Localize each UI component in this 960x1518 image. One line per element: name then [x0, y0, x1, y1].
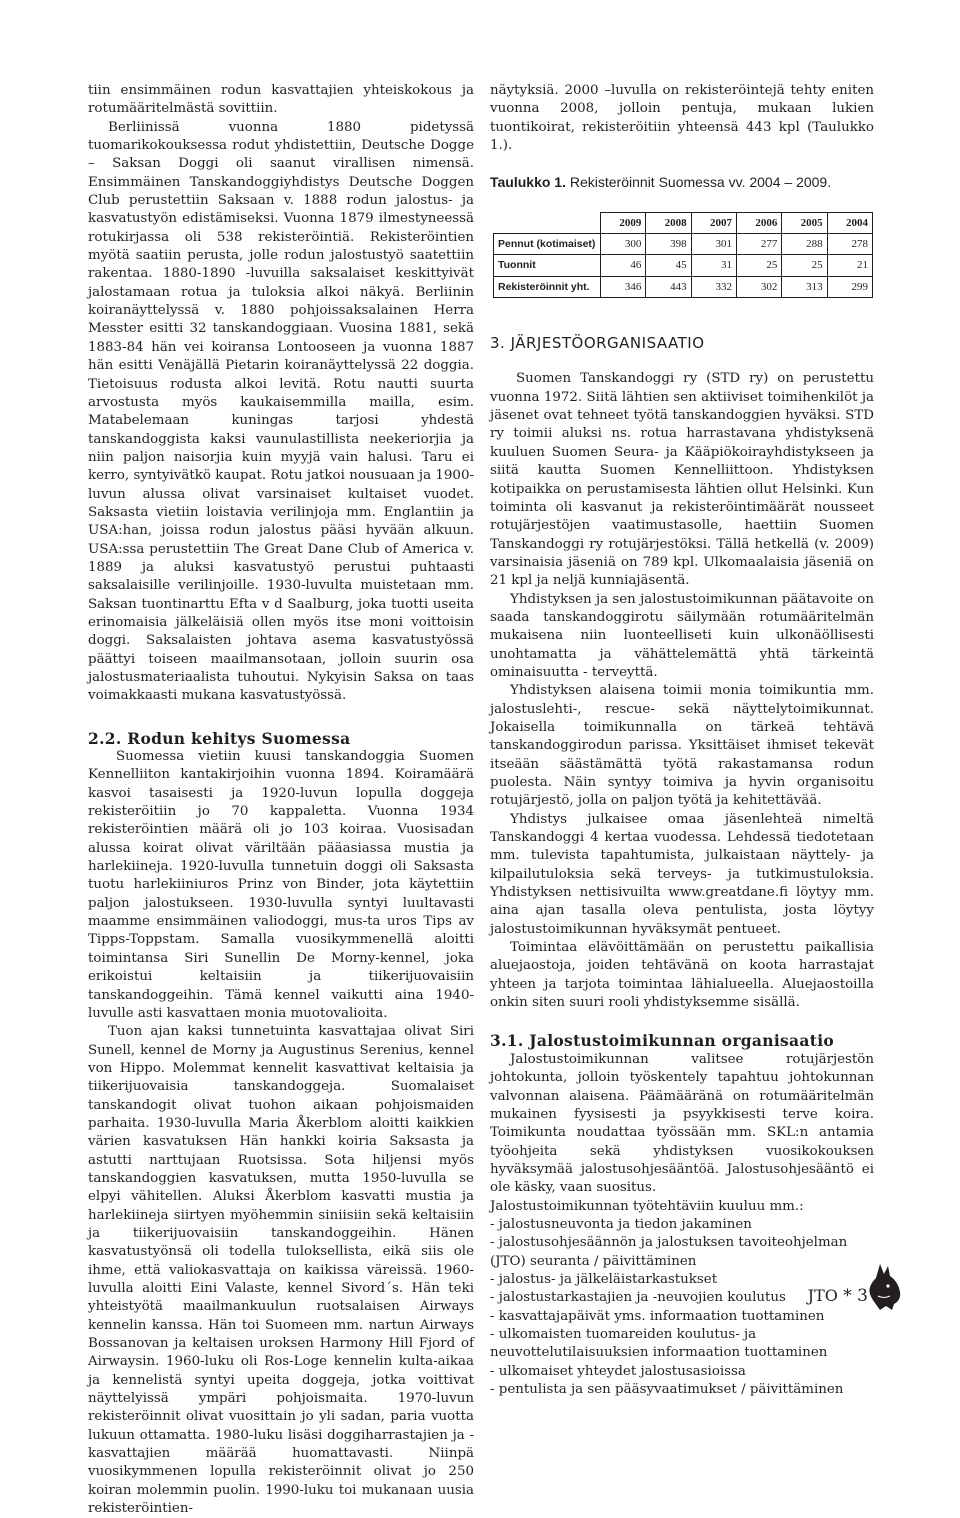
table-row — [494, 234, 873, 255]
table-year-cell: 2008 — [646, 212, 691, 233]
right-paragraph-4: Yhdistyksen alaisena toimii monia toimikuntia mm. jalostuslehti-, rescue- sekä näyttelytoimikunnat. Jokaisella toimikunnalla on tärkeä tehtävä tanskandoggirodun parissa. Yksittäiset ihmiset tekevät itseään säästämättä työtä rakastamansa rodun puolesta. Näin syntyy toimiva ja hyvin organisoitu rotujärjestö, jolla on paljon työtä ja kehitettävää. — [490, 683, 874, 809]
page-number: 3 — [857, 1286, 868, 1306]
footer-separator: * — [837, 1286, 858, 1306]
list-item: - pentulista ja sen pääsyvaatimukset / päivittäminen — [490, 1382, 844, 1397]
list-item: - jalostusneuvonta ja tiedon jakaminen — [490, 1216, 752, 1232]
spacer — [490, 352, 874, 370]
spacer — [490, 1012, 874, 1032]
registrations-table — [493, 212, 873, 298]
spacer — [490, 192, 874, 212]
table-row-label: Tuonnit — [494, 255, 601, 276]
spacer — [490, 155, 874, 173]
list-item: - ulkomaisten tuomareiden koulutus- ja neuvottelutilaisuuksien informaation tuottaminen — [490, 1326, 828, 1361]
right-paragraph-1: näytyksiä. 2000 –luvulla on rekisteröintejä tehty eniten vuonna 2008, jolloin pentuja, mukaan lukien tuontikoirat, rekisteröitiin yhteensä 443 kpl (Taulukko 1.). — [490, 83, 874, 154]
table-cell: 46 — [601, 255, 646, 276]
table-cell: 277 — [736, 234, 781, 255]
spacer — [88, 706, 474, 730]
table-cell: 288 — [782, 234, 827, 255]
section-title-2-2: 2.2. Rodun kehitys Suomessa — [88, 728, 351, 748]
list-item: - jalostustarkastajien ja -neuvojien koulutus — [490, 1290, 786, 1306]
table-cell: 25 — [736, 255, 781, 276]
table-year-cell: 2009 — [601, 212, 646, 233]
table-year-cell: 2007 — [691, 212, 736, 233]
table-cell: 299 — [827, 276, 872, 297]
page-footer — [782, 1262, 902, 1312]
left-paragraph-2: Berliinissä vuonna 1880 pidetyssä tuomarikokouksessa rodut yhdistettiin, Deutsche Dogge – Saksan Doggi oli saanut virallisen nimensä. Ensimmäinen Tanskandoggiyhdistys Deutsche Doggen Club perustettiin Saksaan v. 1888 rodun jalostus- ja kasvatustyön edistämiseksi. Vuonna 1879 ilmestyneessä rotukirjassa oli 538 rekisteröintiä. Rekisteröintien myötä saatiin perusta, jolle rodun jalostustyö saatettiin rakentaa. 1880-1890 -luvuilla saksalaiset keskittyivät jalostamaan rotua ja tuloksia alkoi näkyä. Berliinin koiranäyttelyssä v. 1880 pohjoissaksalainen Herra Messter esitti 32 tanskandoggiaan. Vuosina 1881, sekä 1883-84 hän vei koiransa Lontooseen ja vuonna 1887 hän esitti Venäjällä Pietarin koiranäyttelyssä 22 doggia. Tietoisuus rodusta alkoi levitä. Rotu nautti suurta arvostusta myös kaukaisemmilla mailla, esim. Matabelemaan kuningas tarjosi yhdestä tanskandoggista kaksi vaunulastillista neekeriorjia ja niin paljon naisorjia kuin myyjä vain halusi. Taru ei kerro, syntyivätkö kaupat. Rotu jatkoi nousuaan ja 1900-luvun alussa olivat varsinaiset kultaiset vuodet. Saksasta vietiin loistavia verilinjoja mm. Englantiin ja USA:han, joissa rodun jalostus pääsi hyvään alkuun. USA:ssa perustettiin The Great Dane Club of America v. 1889 ja aluksi kasvatustyö perustui puhtaasti saksalaisille verilinjoille. 1930-luvulta muistetaan mm. Saksan tuontinarttu Efta v d Saalburg, joka tuotti useita erinomaisia jälkeläisiä ollen myös itse moni voittoisin doggi. Saksalaisten johtava asema kasvatustyössä päättyi toiseen maailmansotaan, jolloin suurin osa jalostusmateriaalista tuhoutui. Nykyisin Saksa on taas voimakkaasti mukana kasvatustyössä. — [88, 119, 474, 704]
table-year-cell: 2006 — [736, 212, 781, 233]
table-caption — [490, 173, 874, 191]
table-row — [494, 255, 873, 276]
table-row-label: Pennut (kotimaiset) — [494, 234, 601, 255]
left-paragraph-3: Suomessa vietiin kuusi tanskandoggia Suomen Kennelliiton kantakirjoihin vuonna 1894. Koiramäärä kasvoi tasaisesti ja 1920-luvun lopulla doggeja rekisteröitiin jo 70 kappaletta. Vuonna 1934 rekisteröintien määrä oli jo 103 koiraa. Vuosisadan alussa koirat olivat väriltään pääasiassa mustia ja harlekiineja. 1920-luvulla tunnetuin doggi oli Saksasta tuotu harlekiiniuros Prinz von Binder, jota käytettiin paljon jalostukseen. 1930-luvulla syntyi luultavasti maamme ensimmäinen valiodoggi, mus-ta uros Tips av Tipps-Toppstam. Samalla vuosikymmenellä aloitti toimintansa Siri Sunellin De Morny-kennel, joka erikoistui keltaisiin ja tiikerijuovaisiin tanskandoggeihin. Tämä kennel vaikutti aina 1940-luvulle asti kasvattaen monia muotovalioita. — [88, 749, 474, 1021]
table-row — [494, 276, 873, 297]
list-item: - jalostus- ja jälkeläistarkastukset — [490, 1271, 718, 1287]
table-cell: 302 — [736, 276, 781, 297]
table-cell: 332 — [691, 276, 736, 297]
table-cell: 443 — [646, 276, 691, 297]
table-cell: 21 — [827, 255, 872, 276]
table-cell: 45 — [646, 255, 691, 276]
right-paragraph-5: Yhdistys julkaisee omaa jäsenlehteä nimeltä Tanskandoggi 4 kertaa vuodessa. Lehdessä tiedotetaan mm. tulevista tapahtumista, julkaistaan näyttely- ja kilpailutuloksia sekä terveys- ja tutkimustuloksia. Yhdistyksen nettisivuilta www.greatdane.fi löytyy mm. aina ajan tasalla oleva pentulista, josta löytyy jalostustoimikunnan hyväksymät pentueet. — [490, 811, 874, 937]
right-paragraph-6: Toimintaa elävöittämään on perustettu paikallisia aluejaostoja, joiden tehtävänä on koota harrastajat yhteen ja tarjota toimintaa lähialueella. Aluejaostoilla onkin siten suuri rooli yhdistyksemme sisällä. — [490, 940, 874, 1011]
list-item: - kasvattajapäivät yms. informaation tuottaminen — [490, 1308, 825, 1324]
table-cell: 31 — [691, 255, 736, 276]
left-paragraph-4: Tuon ajan kaksi tunnetuinta kasvattajaa olivat Siri Sunell, kennel de Morny ja Augustinus Serenius, kennel von Hippo. Molemmat kennelit kasvattivat keltaisia ja tiikerijuovaisia tanskandoggeja. Suomalaiset tanskandogit olivat tuohon aikaan pohjoismaiden parhaita. 1930-luvulla Maria Åkerblom aloitti kaikkien värien kasvatuksen Hän hankki koiria Saksasta ja astutti narttujaan Ruotsissa. Sota hiljensi myös tanskandoggien kasvatuksen, mutta 1950-luvulla se elpyi vähitellen. Aluksi Åkerblom kasvatti mustia ja harlekiineja siirtyen myöhemmin siniisiin sekä keltaisiin ja tiikerijuovaisiin tanskandoggeihin. Hänen kasvatustyönsä oli todella tuloksellista, eikä siis ole ihme, että valiokasvattaja on kaikissa väreissä. 1960-luvulla aloitti Eini Valaste, kennel Sivord´s. Hän teki yhteistyötä maailmankuulun ruotsalaisen Airways kennelin kanssa. Hän toi Suomeen mm. nartun Airways Bossanovan ja keltaisen uroksen Harmony Hill Fjord of Airwaysin. 1960-luku oli Ros-Loge kennelin kulta-aikaa ja kennelistä syntyi upeita doggeja, jotka voittivat näyttelyissä ympäri pohjoismaita. 1970-luvun rekisteröinnit olivat vuosittain jo yli sadan, paria vuotta lukuun ottamatta. 1980-luku lisäsi doggiharrastajien ja -kasvattajien määrää huomattavasti. Niinpä vuosikymmenen lopulla rekisteröinnit olivat jo 250 koiran molemmin puolin. 1990-luku toi mukanaan uusia rekisteröintien- — [88, 1024, 474, 1517]
left-column — [88, 82, 474, 1518]
right-paragraph-3: Yhdistyksen ja sen jalostustoimikunnan päätavoite on saada tanskandoggirotu säilymään rotumääritelmän mukaisena niin luonteelliseti kuin ulkonäöllisesti unohtamatta ja vähättelemättä yhtä tärkeintä ominaisuutta - terveyttä. — [490, 591, 874, 680]
table-row-label: Rekisteröinnit yht. — [494, 276, 601, 297]
journal-name: JTO — [807, 1286, 838, 1305]
left-paragraph-1: tiin ensimmäinen rodun kasvattajien yhteiskokous ja rotumääritelmästä sovittiin. — [88, 83, 474, 117]
list-item: - jalostusohjesäännön ja jalostuksen tavoiteohjelman (JTO) seuranta / päivittäminen — [490, 1235, 848, 1269]
right-column — [490, 82, 874, 1399]
table-corner-cell — [494, 212, 601, 233]
table-cell: 398 — [646, 234, 691, 255]
table-cell: 313 — [782, 276, 827, 297]
great-dane-head-icon — [866, 1262, 902, 1312]
footer-text — [808, 1286, 868, 1306]
right-paragraph-2: Suomen Tanskandoggi ry (STD ry) on perustettu vuonna 1972. Siitä lähtien sen aktiiviset toimihenkilöt ja jäsenet ovat tehneet työtä tanskandoggien hyväksi. STD ry toimii aluksi ns. rotua harrastavana yhdistyksenä kuuluen Suomen Seura- ja Kääpiökoirayhdistykseen ja siitä kautta Suomen Kennelliittoon. Yhdistyksen kotipaikka on perustamisesta lähtien ollut Helsinki. Kun toiminta oli kasvanut ja rekisteröintimäärät nousseet rotujärjestöjen vaatimustasolle, haettiin Suomen Tanskandoggi ry rotujärjestöksi. Tällä hetkellä (v. 2009) varsinaisia jäseniä on 789 kpl. Ulkomaalaisia jäseniä on 21 kpl ja neljä kunniajäsentä. — [490, 371, 874, 589]
table-cell: 346 — [601, 276, 646, 297]
table-year-cell: 2005 — [782, 212, 827, 233]
list-item: - ulkomaiset yhteydet jalostusasioissa — [490, 1363, 746, 1379]
table-cell: 278 — [827, 234, 872, 255]
right-paragraph-7: Jalostustoimikunnan valitsee rotujärjestön johtokunta, jolloin työskentely tapahtuu johtokunnan valvonnan alaisena. Päämääränä on rotumääritelmän mukainen fyysisesti ja psyykkisesti terve koira. Toimikunta noudattaa työssään mm. SKL:n antamia työohjeita sekä yhdistyksen vuosikokouksen hyväksymää jalostusohjesääntöä. Jalostusohjesääntö ei ole käsky, vaan suositus. — [490, 1051, 874, 1196]
tasks-intro: Jalostustoimikunnan työtehtäviin kuuluu mm.: — [490, 1198, 804, 1214]
table-year-cell: 2004 — [827, 212, 872, 233]
table-caption-label: Taulukko 1. — [490, 174, 566, 191]
section-title-3: 3. JÄRJESTÖORGANISAATIO — [490, 334, 705, 353]
table-caption-text: Rekisteröinnit Suomessa vv. 2004 – 2009. — [565, 174, 832, 191]
spacer — [490, 298, 874, 334]
table-cell: 25 — [782, 255, 827, 276]
table-header-row — [494, 212, 873, 233]
table-cell: 301 — [691, 234, 736, 255]
section-title-3-1: 3.1. Jalostustoimikunnan organisaatio — [490, 1031, 835, 1051]
table-cell: 300 — [601, 234, 646, 255]
